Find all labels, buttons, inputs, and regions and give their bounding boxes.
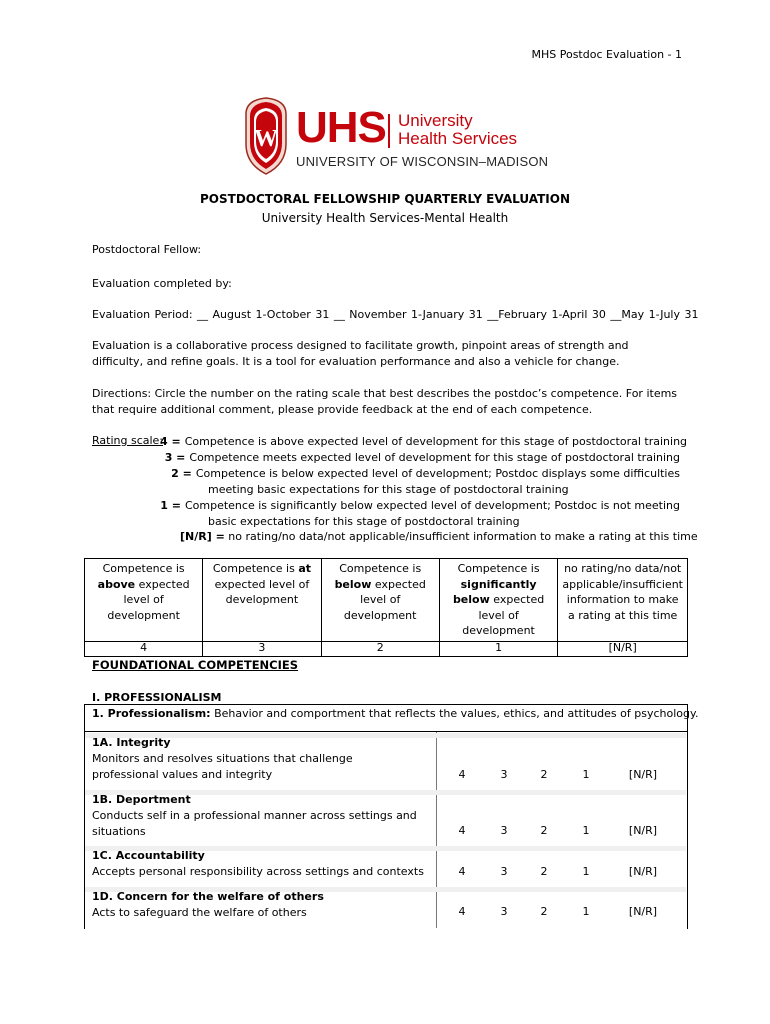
rating-3[interactable]: 3 xyxy=(500,768,508,781)
rating-nr[interactable]: [N/R] xyxy=(628,824,658,837)
legend-number: 1 xyxy=(439,641,557,656)
rating-scale-item: 4 = Competence is above expected level of development for this stage of postdoctoral training xyxy=(160,435,688,448)
rating-scale-item: 1 = Competence is significantly below expected level of development; Postdoc is not meeting xyxy=(160,498,680,512)
rating-nr[interactable]: [N/R] xyxy=(628,865,658,878)
rating-1[interactable]: 1 xyxy=(582,865,590,878)
competency-item: 1D. Concern for the welfare of others Acts to safeguard the welfare of others xyxy=(92,890,324,919)
rating-scale-item-cont: meeting basic expectations for this stage of postdoctoral training xyxy=(208,482,569,496)
logo-mark: UHS xyxy=(296,103,386,152)
rating-3[interactable]: 3 xyxy=(500,824,508,837)
rating-4[interactable]: 4 xyxy=(458,905,466,918)
rating-1[interactable]: 1 xyxy=(582,768,590,781)
fellow-field-label: Postdoctoral Fellow: xyxy=(92,243,202,256)
rating-3[interactable]: 3 xyxy=(500,865,508,878)
rating-2[interactable]: 2 xyxy=(540,768,548,781)
legend-cell: Competence is at expected level of development xyxy=(203,559,321,642)
rating-4[interactable]: 4 xyxy=(458,865,466,878)
rating-scale-nr: [N/R] = no rating/no data/not applicable/insufficient information to make a rating at this time xyxy=(180,530,698,544)
competency-intro: 1. Professionalism: Behavior and comportment that reflects the values, ethics, and attitudes of psychology. xyxy=(92,707,699,720)
legend-cell: no rating/no data/not applicable/insufficient information to make a rating at this time xyxy=(558,559,688,642)
logo-line1: University xyxy=(398,111,473,130)
rating-1[interactable]: 1 xyxy=(582,824,590,837)
page-header-label: MHS Postdoc Evaluation - 1 xyxy=(531,48,682,61)
legend-cell: Competence is significantly below expected level of development xyxy=(439,559,557,642)
rating-legend-table xyxy=(84,558,688,657)
logo-divider xyxy=(388,114,390,148)
rating-scale-list xyxy=(160,434,698,545)
directions-paragraph: Directions: Circle the number on the rating scale that best describes the postdoc’s competence. For items that require additional comment, please provide feedback at the end of each competence. xyxy=(92,387,678,416)
evaluation-period-line: Evaluation Period: __ August 1-October 31 __ November 1-January 31 __February 1-April 30 __May 1-July 31 xyxy=(92,308,699,321)
competency-item: 1C. Accountability Accepts personal responsibility across settings and contexts xyxy=(92,849,424,878)
rating-nr[interactable]: [N/R] xyxy=(628,905,658,918)
rating-2[interactable]: 2 xyxy=(540,905,548,918)
completed-by-field-label: Evaluation completed by: xyxy=(92,277,232,290)
legend-number: [N/R] xyxy=(558,641,688,656)
document-subtitle: University Health Services-Mental Health xyxy=(261,211,509,225)
foundational-heading: FOUNDATIONAL COMPETENCIES xyxy=(92,658,299,672)
rating-scale-item: 2 = Competence is below expected level of development; Postdoc displays some difficulties xyxy=(171,466,680,480)
svg-text:W: W xyxy=(254,126,278,152)
uw-crest-icon xyxy=(240,96,292,176)
rating-scale-item-cont: basic expectations for this stage of postdoctoral training xyxy=(208,514,520,528)
logo-line2: Health Services xyxy=(398,129,518,148)
competency-item: 1A. Integrity Monitors and resolves situations that challenge professional values and integrity xyxy=(92,736,353,781)
logo-university: UNIVERSITY OF WISCONSIN–MADISON xyxy=(296,154,549,169)
uhs-logo xyxy=(240,96,549,176)
intro-paragraph: Evaluation is a collaborative process designed to facilitate growth, pinpoint areas of strength and difficulty, and refine goals. It is a tool for evaluation performance and also a vehicle for change. xyxy=(92,339,629,368)
table-column-divider xyxy=(436,732,437,928)
legend-number: 3 xyxy=(203,641,321,656)
legend-number: 4 xyxy=(85,641,203,656)
rating-4[interactable]: 4 xyxy=(458,768,466,781)
rating-2[interactable]: 2 xyxy=(540,824,548,837)
rating-nr[interactable]: [N/R] xyxy=(628,768,658,781)
legend-number: 2 xyxy=(321,641,439,656)
table-separator xyxy=(84,731,688,732)
rating-2[interactable]: 2 xyxy=(540,865,548,878)
legend-cell: Competence is below expected level of development xyxy=(321,559,439,642)
rating-scale-item: 3 = Competence meets expected level of development for this stage of postdoctoral training xyxy=(164,450,680,464)
rating-1[interactable]: 1 xyxy=(582,905,590,918)
legend-cell: Competence is above expected level of development xyxy=(85,559,203,642)
competency-item: 1B. Deportment Conducts self in a professional manner across settings and situations xyxy=(92,793,417,838)
document-title: POSTDOCTORAL FELLOWSHIP QUARTERLY EVALUATION xyxy=(200,192,570,206)
rating-scale-label: Rating scale: xyxy=(92,434,164,447)
rating-3[interactable]: 3 xyxy=(500,905,508,918)
section-heading: I. PROFESSIONALISM xyxy=(92,691,222,704)
rating-4[interactable]: 4 xyxy=(458,824,466,837)
